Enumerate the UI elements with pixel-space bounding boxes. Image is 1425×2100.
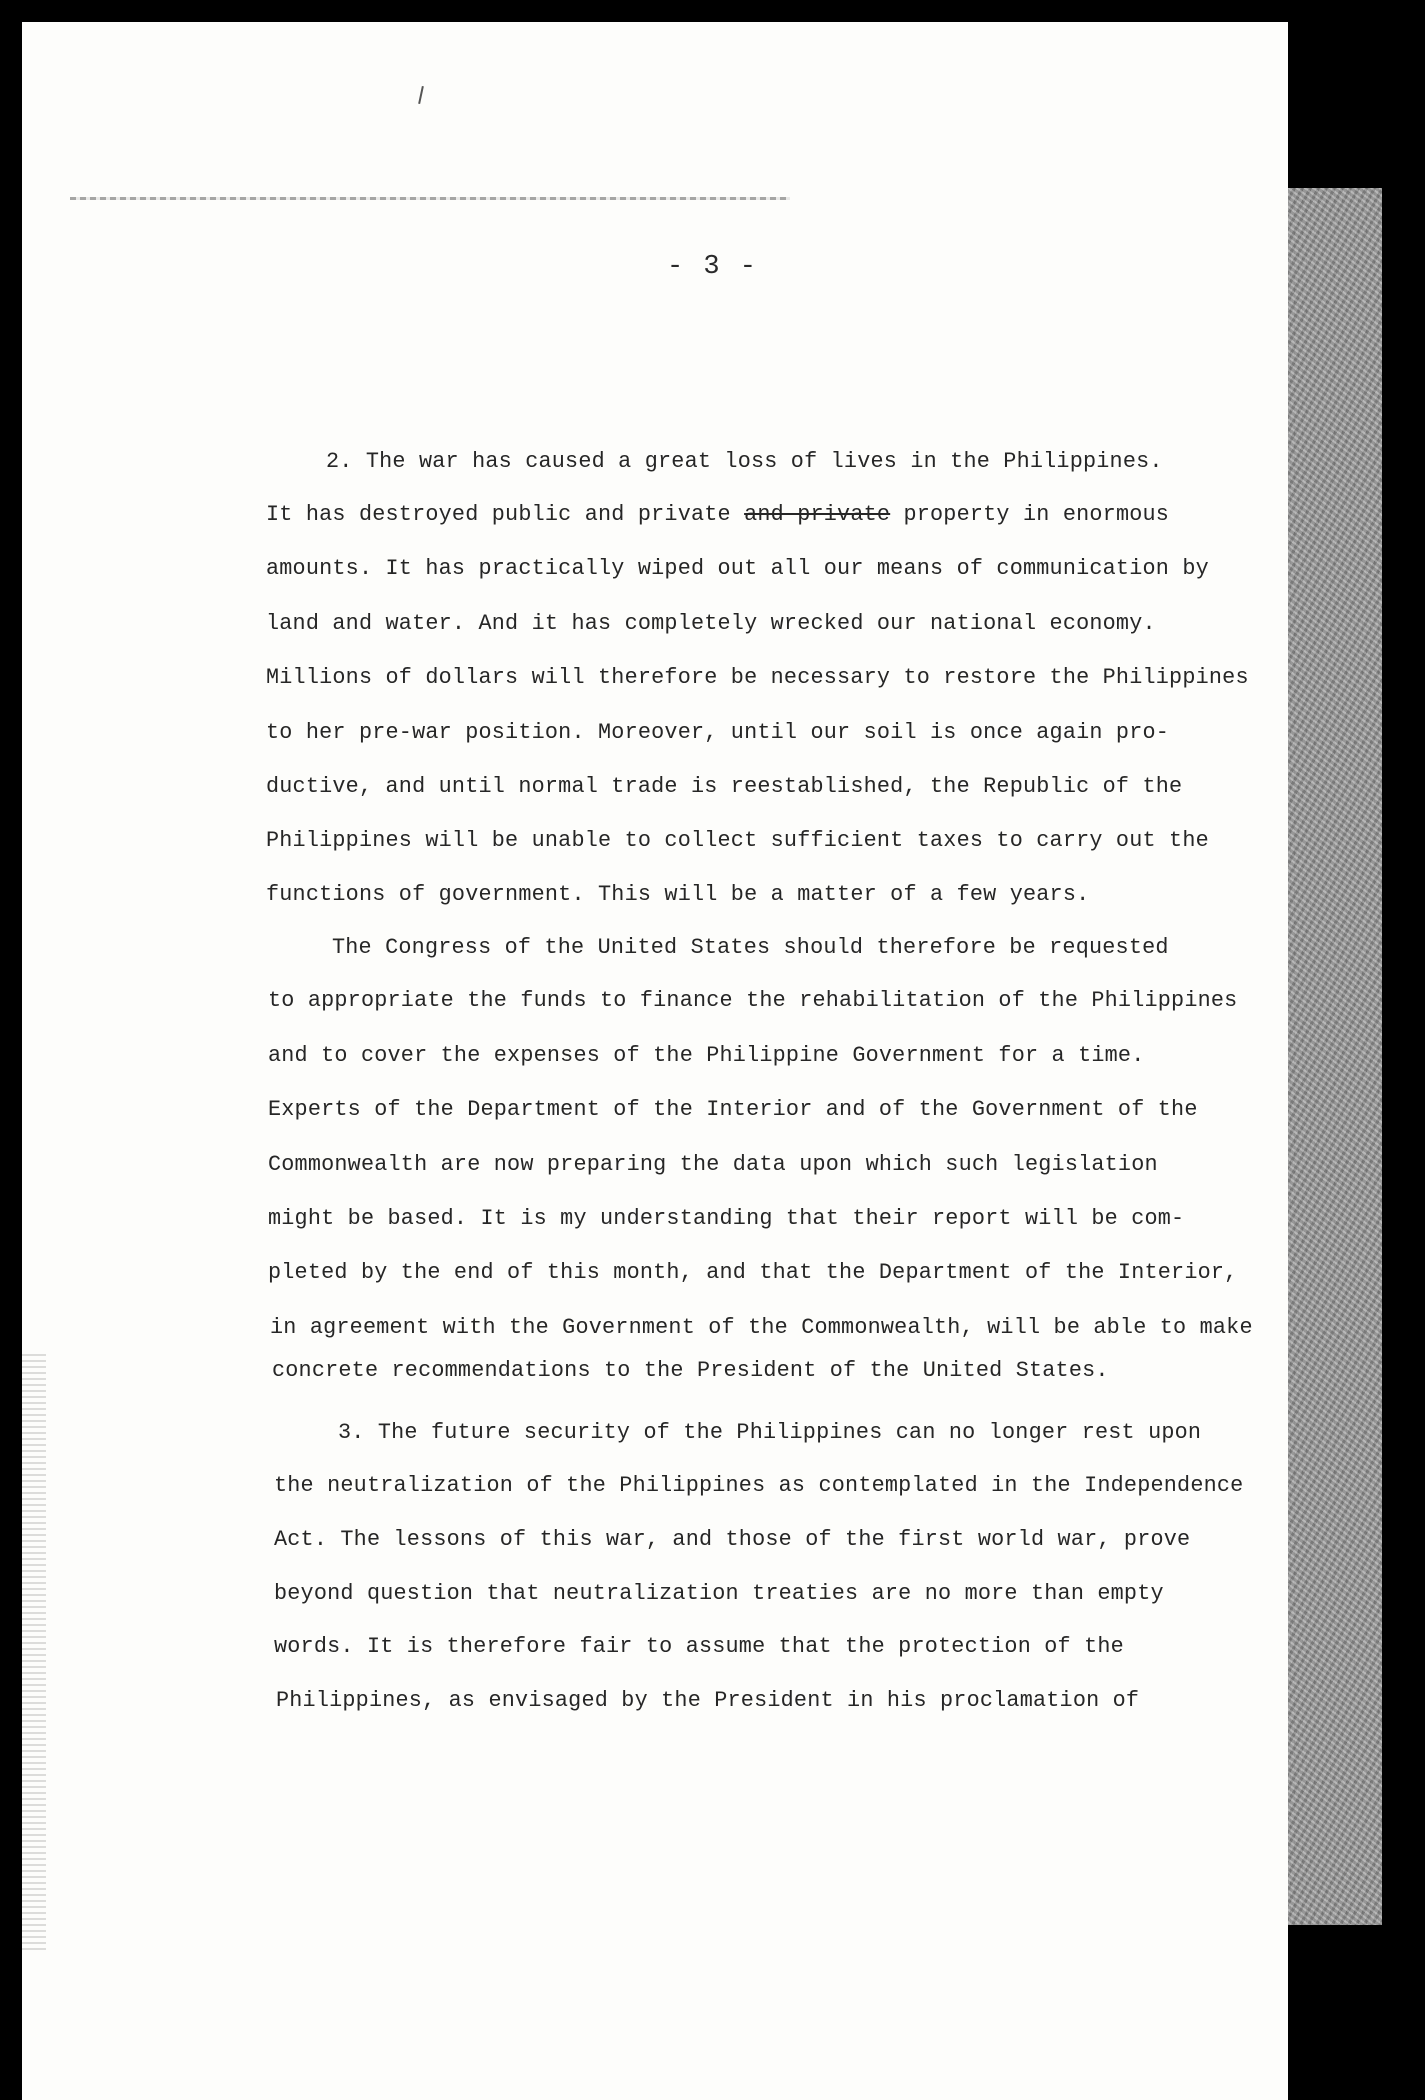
body-line: the neutralization of the Philippines as contemplated in the Independence [274, 1473, 1244, 1498]
body-line: Experts of the Department of the Interior and of the Government of the [268, 1097, 1198, 1122]
line-text-after: property in enormous [890, 502, 1170, 527]
body-line: The Congress of the United States should therefore be requested [332, 935, 1169, 960]
body-line: 3. The future security of the Philippines can no longer rest upon [338, 1420, 1202, 1445]
body-line: ductive, and until normal trade is reestablished, the Republic of the [266, 774, 1183, 799]
back-sheet-texture [1282, 188, 1382, 1925]
body-line-with-strikeout [266, 502, 1169, 527]
fold-line [70, 197, 790, 200]
page-number: - 3 - [666, 252, 758, 282]
body-line: in agreement with the Government of the Commonwealth, will be able to make [270, 1315, 1253, 1340]
body-line: Act. The lessons of this war, and those of the first world war, prove [274, 1527, 1191, 1552]
body-line: Philippines, as envisaged by the President in his proclamation of [276, 1688, 1140, 1713]
line-text-before: It has destroyed public and private [266, 502, 745, 527]
body-line: functions of government. This will be a matter of a few years. [266, 882, 1090, 907]
paper-edge-shadow [20, 1350, 46, 1950]
body-line: pleted by the end of this month, and that the Department of the Interior, [268, 1260, 1238, 1285]
body-line: Philippines will be unable to collect sufficient taxes to carry out the [266, 828, 1209, 853]
body-line: beyond question that neutralization treaties are no more than empty [274, 1581, 1164, 1606]
body-line: might be based. It is my understanding that their report will be com- [268, 1206, 1185, 1231]
body-line: land and water. And it has completely wrecked our national economy. [266, 611, 1156, 636]
body-line: to appropriate the funds to finance the rehabilitation of the Philippines [268, 988, 1238, 1013]
body-line: amounts. It has practically wiped out all our means of communication by [266, 556, 1209, 581]
body-line: concrete recommendations to the President of the United States. [272, 1358, 1109, 1383]
body-line: 2. The war has caused a great loss of lives in the Philippines. [326, 449, 1163, 474]
body-line: words. It is therefore fair to assume that the protection of the [274, 1634, 1124, 1659]
body-line: Millions of dollars will therefore be necessary to restore the Philippines [266, 665, 1249, 690]
body-line: Commonwealth are now preparing the data upon which such legislation [268, 1152, 1158, 1177]
struck-out-text: and private [744, 502, 891, 527]
body-line: to her pre-war position. Moreover, until our soil is once again pro- [266, 720, 1170, 745]
body-line: and to cover the expenses of the Philippine Government for a time. [268, 1043, 1145, 1068]
